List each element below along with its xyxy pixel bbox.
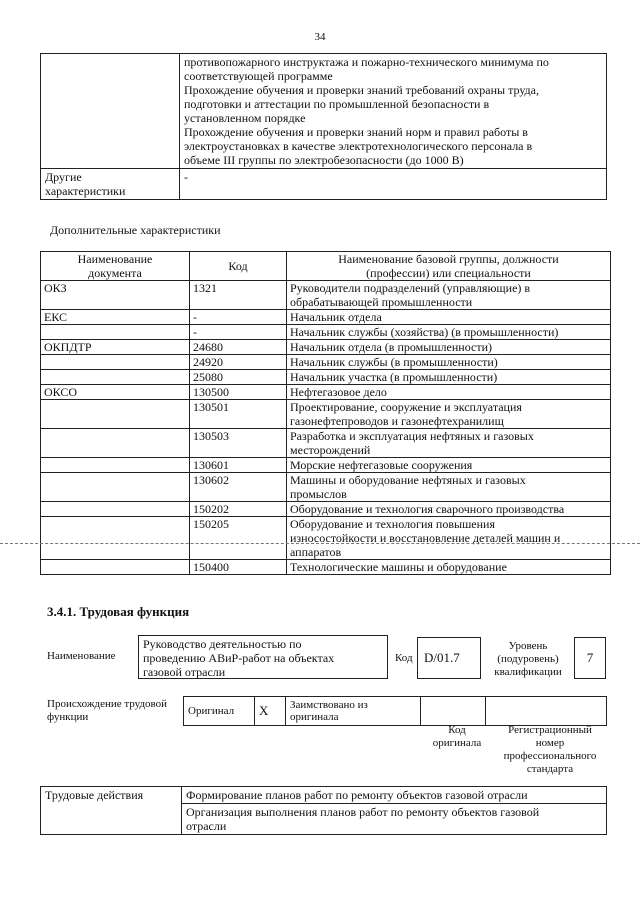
table-cell: [41, 54, 180, 169]
table-row: [41, 355, 611, 370]
table-row: [41, 310, 611, 325]
label-line: Другие: [45, 170, 82, 184]
code-cell: 150400: [190, 560, 287, 575]
table-row: [41, 429, 611, 458]
text-line: месторождений: [290, 443, 371, 457]
code-cell: -: [190, 310, 287, 325]
registration-number-cell: [486, 697, 607, 726]
label-line: оригинала: [290, 711, 339, 723]
occupation-cell: [287, 325, 611, 340]
text-line: Морские нефтегазовые сооружения: [290, 458, 473, 472]
header-line: Наименование базовой группы, должности: [338, 252, 559, 266]
text-line: промыслов: [290, 487, 347, 501]
text-line: Нефтегазовое дело: [290, 385, 387, 399]
document-cell: [41, 517, 190, 560]
level-value-box: 7: [574, 637, 606, 679]
header-code: Код: [190, 252, 287, 281]
text-line: Оборудование и технология сварочного производства: [290, 502, 565, 516]
document-cell: [41, 458, 190, 473]
text-line: Организация выполнения планов работ по ремонту объектов газовой: [186, 805, 540, 819]
original-code-caption: [424, 724, 490, 750]
text-line: Технологические машины и оборудование: [290, 560, 507, 574]
label-line: Уровень: [508, 640, 548, 652]
labor-actions-label: Трудовые действия: [41, 787, 182, 835]
table-header-row: [41, 252, 611, 281]
header-group: [287, 252, 611, 281]
document-cell: [41, 370, 190, 385]
occupation-cell: [287, 473, 611, 502]
text-line: Начальник службы (хозяйства) (в промышленности): [290, 325, 559, 339]
label-line: Код: [448, 724, 466, 736]
table-body: [41, 281, 611, 575]
code-cell: -: [190, 325, 287, 340]
code-cell: 130601: [190, 458, 287, 473]
occupation-cell: [287, 517, 611, 560]
label-line: функции: [47, 711, 89, 723]
borrowed-label: [286, 697, 421, 726]
occupation-cell: [287, 281, 611, 310]
label-line: (подуровень): [497, 653, 559, 665]
document-cell: [41, 355, 190, 370]
occupation-cell: [287, 310, 611, 325]
table-row: [41, 560, 611, 575]
labor-actions-table: [40, 786, 607, 835]
table-row: [41, 517, 611, 560]
level-label: [486, 640, 570, 679]
text-line: аппаратов: [290, 545, 342, 559]
occupation-cell: [287, 458, 611, 473]
label-line: номер: [535, 737, 565, 749]
code-cell: 130602: [190, 473, 287, 502]
code-cell: 130503: [190, 429, 287, 458]
table-row: [41, 473, 611, 502]
text-line: Начальник участка (в промышленности): [290, 370, 498, 384]
text-line: Оборудование и технология повышения: [290, 517, 495, 531]
section-title: Дополнительные характеристики: [50, 223, 221, 237]
text-line: Начальник отдела: [290, 310, 382, 324]
header-line: Наименование: [77, 252, 153, 266]
occupation-cell: [287, 502, 611, 517]
code-cell: 150202: [190, 502, 287, 517]
document-cell: ОКПДТР: [41, 340, 190, 355]
text-line: Проектирование, сооружение и эксплуатация: [290, 400, 522, 414]
origin-code-cell: [421, 697, 486, 726]
document-cell: [41, 473, 190, 502]
function-title: 3.4.1. Трудовая функция: [47, 604, 190, 619]
code-cell: 24680: [190, 340, 287, 355]
table-row: [41, 502, 611, 517]
text-line: противопожарного инструктажа и пожарно-технического минимума по: [184, 55, 549, 69]
text-line: Начальник отдела (в промышленности): [290, 340, 492, 354]
original-label: Оригинал: [184, 697, 255, 726]
occupation-cell: [287, 355, 611, 370]
occupation-cell: [287, 385, 611, 400]
name-line: проведению АВиР-работ на объектах: [143, 651, 335, 665]
text-line: Машины и оборудование нефтяных и газовых: [290, 473, 526, 487]
document-cell: [41, 560, 190, 575]
label-line: Заимствовано из: [290, 699, 368, 711]
original-mark: X: [255, 697, 286, 726]
text-line: подготовки и аттестации по промышленной безопасности в: [184, 97, 490, 111]
document-cell: [41, 400, 190, 429]
table-row: [41, 340, 611, 355]
document-cell: [41, 325, 190, 340]
code-cell: 1321: [190, 281, 287, 310]
occupation-cell: [287, 560, 611, 575]
label-line: характеристики: [45, 184, 126, 198]
table-row: [41, 400, 611, 429]
table-row: [41, 370, 611, 385]
name-label: Наименование: [47, 650, 116, 662]
document-cell: [41, 502, 190, 517]
additional-characteristics-table: [40, 251, 611, 575]
document-cell: [41, 429, 190, 458]
code-cell: 130501: [190, 400, 287, 429]
requirements-text: [180, 54, 607, 169]
code-label: Код: [395, 652, 413, 664]
text-line: объеме III группы по электробезопасности (до 1000 В): [184, 153, 464, 167]
code-cell: 150205: [190, 517, 287, 560]
other-characteristics-value: -: [180, 169, 607, 200]
code-cell: 25080: [190, 370, 287, 385]
label-line: Происхождение трудовой: [47, 698, 168, 710]
label-line: Регистрационный: [508, 724, 592, 736]
code-cell: 24920: [190, 355, 287, 370]
table-row: [184, 697, 607, 726]
text-line: отрасли: [186, 819, 227, 833]
text-line: обрабатывающей промышленности: [290, 295, 473, 309]
table-row: [41, 787, 607, 804]
header-line: (профессии) или специальности: [366, 266, 531, 280]
text-line: газонефтепроводов и газонефтехранилищ: [290, 414, 504, 428]
labor-action: [182, 804, 607, 835]
header-line: документа: [88, 266, 142, 280]
table-row: [41, 325, 611, 340]
occupation-cell: [287, 400, 611, 429]
registration-number-caption: [492, 724, 608, 776]
occupation-cell: [287, 429, 611, 458]
label-line: оригинала: [432, 737, 482, 749]
page-number: 34: [314, 31, 326, 43]
text-line: Разработка и эксплуатация нефтяных и газовых: [290, 429, 534, 443]
text-line: Начальник службы (в промышленности): [290, 355, 498, 369]
code-value-box: D/01.7: [417, 637, 481, 679]
occupation-cell: [287, 370, 611, 385]
dashed-divider: [0, 543, 640, 544]
code-cell: 130500: [190, 385, 287, 400]
name-line: Руководство деятельностью по: [143, 637, 302, 651]
requirements-table: [40, 53, 607, 200]
label-line: профессионального: [503, 750, 597, 762]
label-line: стандарта: [526, 763, 574, 775]
table-row: [41, 385, 611, 400]
text-line: Прохождение обучения и проверки знаний норм и правил работы в: [184, 125, 528, 139]
text-line: установленном порядке: [184, 111, 306, 125]
header-document: [41, 252, 190, 281]
table-row: [41, 169, 607, 200]
table-row: [41, 458, 611, 473]
label-line: квалификации: [494, 666, 562, 678]
origin-label: [47, 698, 167, 724]
document-cell: ОКЗ: [41, 281, 190, 310]
document-cell: ЕКС: [41, 310, 190, 325]
occupation-cell: [287, 340, 611, 355]
text-line: соответствующей программе: [184, 69, 333, 83]
origin-table: [183, 696, 607, 726]
table-row: [41, 54, 607, 169]
labor-action: Формирование планов работ по ремонту объектов газовой отрасли: [182, 787, 607, 804]
table-row: [41, 281, 611, 310]
text-line: Руководители подразделений (управляющие) в: [290, 281, 531, 295]
function-name-box: [138, 635, 388, 679]
text-line: Прохождение обучения и проверки знаний требований охраны труда,: [184, 83, 539, 97]
text-line: электроустановках в качестве электротехнологического персонала в: [184, 139, 533, 153]
text-line: износостойкости и восстановление деталей машин и: [290, 531, 561, 545]
other-characteristics-label: [41, 169, 180, 200]
name-line: газовой отрасли: [143, 665, 226, 679]
document-cell: ОКСО: [41, 385, 190, 400]
